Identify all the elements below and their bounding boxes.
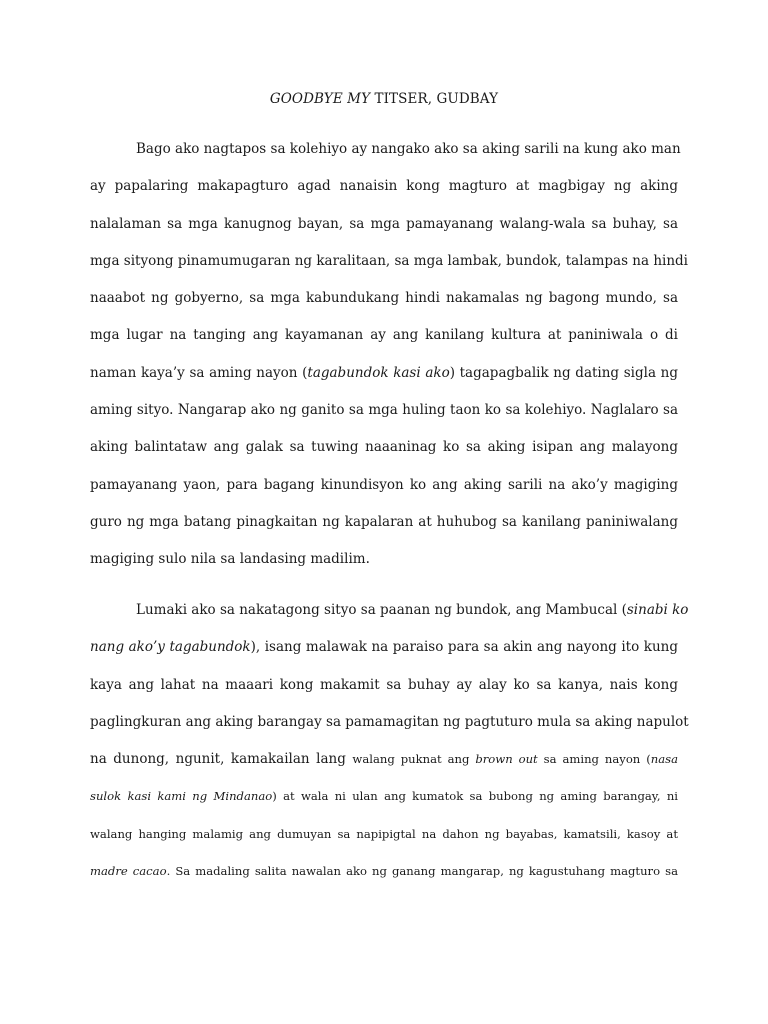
text-run: sa aming nayon (: [537, 752, 651, 767]
paragraph-line: naaabot ng gobyerno, sa mga kabundukang hindi nakamalas ng bagong mundo, sa: [90, 290, 678, 307]
text-run: . Sa madaling salita nawalan ako ng ganang mangarap, ng kagustuhang magturo sa: [166, 864, 678, 879]
italic-text-run: sulok kasi kami ng Mindanao: [90, 789, 273, 804]
text-run: na dunong, ngunit, kamakailan lang: [90, 751, 353, 768]
paragraph-2: [90, 592, 689, 890]
document-title: [0, 91, 768, 107]
paragraph-line: pamayanang yaon, para bagang kinundisyon ko ang aking sarili na ako’y magiging: [90, 476, 678, 493]
paragraph-line: [90, 592, 689, 629]
paragraph-line: ay papalaring makapagturo agad nanaisin kong magturo at magbigay ng aking: [90, 178, 678, 195]
paragraph-line: [90, 853, 678, 890]
paragraph-line: nalalaman sa mga kanugnog bayan, sa mga pamayanang walang-wala sa buhay, sa: [90, 215, 678, 232]
title-regular-part: TITSER, GUDBAY: [370, 91, 499, 107]
paragraph-line: magiging sulo nila sa landasing madilim.: [90, 551, 370, 568]
paragraph-line: paglingkuran ang aking barangay sa pamamagitan ng pagtuturo mula sa aking napulot: [90, 713, 689, 730]
paragraph-1: [90, 131, 688, 579]
paragraph-line: mga sityong pinamumugaran ng karalitaan, sa mga lambak, bundok, talampas na hindi: [90, 252, 688, 269]
italic-text-run: tagabundok kasi ako: [307, 364, 450, 381]
text-run: ), isang malawak na paraiso para sa akin ang nayong ito kung: [250, 639, 678, 656]
paragraph-line: [90, 629, 678, 666]
title-italic-part: GOODBYE MY: [269, 91, 371, 107]
italic-text-run: nang ako’y tagabundok: [90, 639, 251, 656]
text-run: ) at wala ni ulan ang kumatok sa bubong ng aming barangay, ni: [272, 789, 678, 804]
italic-text-run: madre cacao: [90, 864, 167, 879]
text-run: naman kaya’y sa aming nayon (: [90, 364, 308, 381]
text-run: Lumaki ako sa nakatagong sityo sa paanan ng bundok, ang Mambucal (: [136, 602, 627, 618]
paragraph-line: [90, 355, 678, 392]
text-run: walang puknat ang: [352, 752, 476, 767]
paragraph-line: [90, 741, 678, 778]
paragraph-line: aming sityo. Nangarap ako ng ganito sa mga huling taon ko sa kolehiyo. Naglalaro sa: [90, 402, 678, 419]
italic-text-run: sinabi ko: [626, 602, 689, 618]
paragraph-line: Bago ako nagtapos sa kolehiyo ay nangako ako sa aking sarili na kung ako man: [136, 141, 681, 157]
paragraph-line: walang hanging malamig ang dumuyan sa napipigtal na dahon ng bayabas, kamatsili, kasoy at: [90, 826, 678, 841]
paragraph-line: guro ng mga batang pinagkaitan ng kapalaran at huhubog sa kanilang paniniwalang: [90, 513, 678, 530]
paragraph-line: kaya ang lahat na maaari kong makamit sa buhay ay alay ko sa kanya, nais kong: [90, 676, 678, 693]
text-run: ) tagapagbalik ng dating sigla ng: [449, 364, 678, 381]
paragraph-line: aking balintataw ang galak sa tuwing naaaninag ko sa aking isipan ang malayong: [90, 439, 678, 456]
italic-text-run: nasa: [650, 752, 678, 767]
paragraph-line: [90, 778, 678, 815]
italic-text-run: brown out: [475, 752, 538, 767]
paragraph-line: mga lugar na tanging ang kayamanan ay ang kanilang kultura at paniniwala o di: [90, 327, 678, 344]
